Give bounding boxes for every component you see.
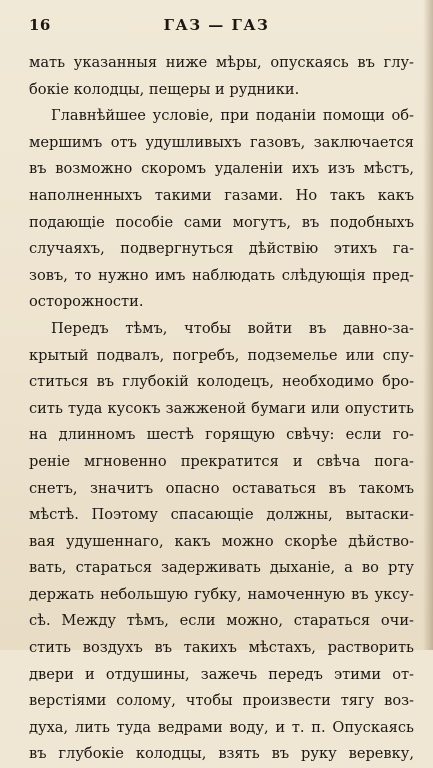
text-line: духа, лить туда ведрами воду, и т. п. Опускаясь	[29, 718, 414, 736]
paragraph	[29, 50, 414, 103]
paragraph	[29, 316, 414, 768]
text-line: бокіе колодцы, пещеры и рудники.	[29, 80, 300, 98]
text-line: сить туда кусокъ зажженой бумаги или опустить	[29, 399, 414, 417]
text-line: въ глубокіе колодцы, взять въ руку веревку,	[29, 745, 414, 763]
text-line: реніе мгновенно прекратится и свѣча пога-	[29, 452, 414, 470]
text-line: держать небольшую губку, намоченную въ уксу-	[29, 585, 414, 603]
running-head: ГАЗ — ГАЗ	[163, 16, 270, 34]
text-line: верстіями солому, чтобы произвести тягу воз-	[29, 692, 414, 710]
text-line: вая удушеннаго, какъ можно скорѣе дѣйство-	[29, 532, 414, 550]
text-line: осторожности.	[29, 293, 144, 311]
text-line: Передъ тѣмъ, чтобы войти въ давно-за-	[51, 319, 414, 337]
text-line: двери и отдушины, зажечь передъ этими от-	[29, 665, 414, 683]
text-line: въ возможно скоромъ удаленіи ихъ изъ мѣстъ,	[29, 160, 414, 178]
body-text	[29, 50, 414, 768]
text-line: мершимъ отъ удушливыхъ газовъ, заключается	[29, 133, 414, 151]
text-line: ститься въ глубокій колодецъ, необходимо бро-	[29, 373, 414, 391]
text-line: вать, стараться задерживать дыханіе, а во рту	[29, 559, 414, 577]
page-header	[0, 10, 433, 40]
text-line: наполненныхъ такими газами. Но такъ какъ	[29, 186, 414, 204]
text-line: крытый подвалъ, погребъ, подземелье или спу-	[29, 346, 414, 364]
paragraph	[29, 103, 414, 316]
text-line: зовъ, то нужно имъ наблюдать слѣдующія пред-	[29, 266, 414, 284]
text-line: Главнѣйшее условіе, при поданіи помощи об-	[51, 107, 414, 125]
text-line: мѣстѣ. Поэтому спасающіе должны, вытаски-	[29, 506, 414, 524]
text-line: стить воздухъ въ такихъ мѣстахъ, растворить	[29, 639, 414, 657]
page-number: 16	[29, 16, 51, 34]
text-line: сѣ. Между тѣмъ, если можно, стараться очи-	[29, 612, 414, 630]
text-line: снетъ, значитъ опасно оставаться въ такомъ	[29, 479, 414, 497]
text-line: мать указанныя ниже мѣры, опускаясь въ глу-	[29, 54, 414, 71]
text-line: подающіе пособіе сами могутъ, въ подобныхъ	[29, 213, 414, 231]
page-edge-shadow	[423, 0, 433, 650]
text-line: случаяхъ, подвергнуться дѣйствію этихъ га-	[29, 240, 414, 258]
text-line: на длинномъ шестѣ горящую свѣчу: если го-	[29, 426, 414, 444]
